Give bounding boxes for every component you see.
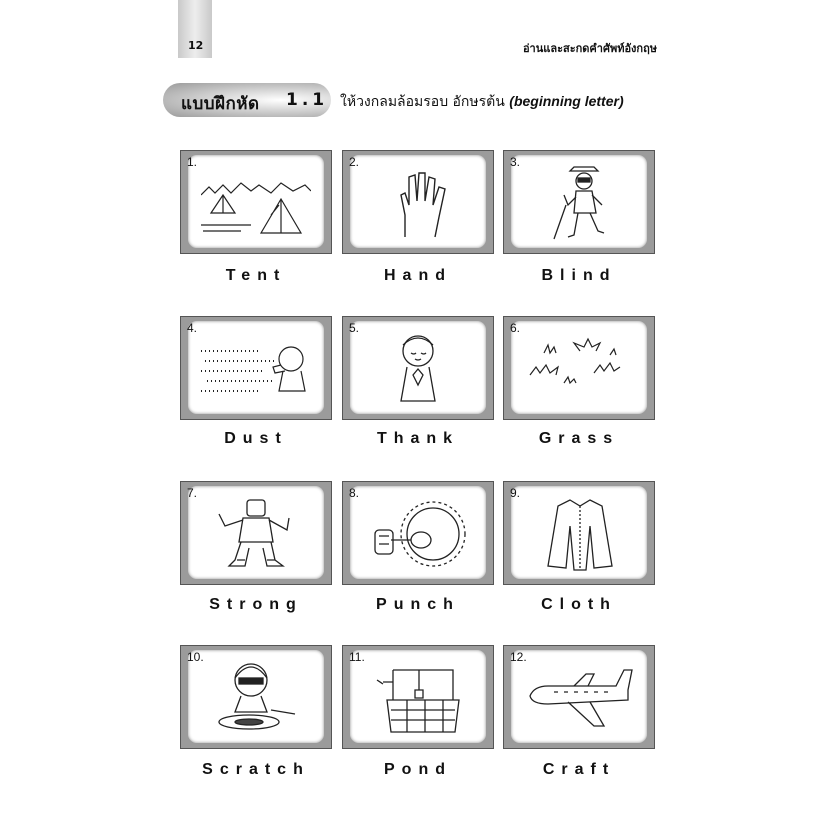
dj-scratch-icon xyxy=(201,660,311,736)
card-number: 11. xyxy=(349,650,365,664)
picture-card-12 xyxy=(503,645,655,749)
exercise-label: แบบฝึกหัด xyxy=(181,94,260,114)
picture-card-4 xyxy=(180,316,332,420)
instruction-thai: ให้วงกลมล้อมรอบ อักษรต้น xyxy=(340,94,505,110)
card-number: 1. xyxy=(187,155,198,169)
punch-icon xyxy=(363,496,473,572)
picture-card-5 xyxy=(342,316,494,420)
picture-card-9 xyxy=(503,481,655,585)
picture-card-3 xyxy=(503,150,655,254)
grass-icon xyxy=(524,331,634,407)
word-label: Craft xyxy=(542,761,616,778)
word-label: Strong xyxy=(209,596,303,613)
well-icon xyxy=(363,660,473,736)
card-number: 6. xyxy=(510,321,521,335)
word-label: Punch xyxy=(376,596,460,613)
coat-icon xyxy=(524,496,634,572)
word-label: Dust xyxy=(224,430,288,447)
picture-card-7 xyxy=(180,481,332,585)
picture-card-11 xyxy=(342,645,494,749)
card-number: 5. xyxy=(349,321,360,335)
word-label: Pond xyxy=(384,761,452,778)
card-number: 12. xyxy=(510,650,527,664)
word-label: Grass xyxy=(538,430,620,447)
picture-card-1 xyxy=(180,150,332,254)
picture-card-6 xyxy=(503,316,655,420)
instruction-english: (beginning letter) xyxy=(509,93,624,109)
word-label: Tent xyxy=(225,267,287,284)
card-number: 2. xyxy=(349,155,360,169)
dust-icon xyxy=(201,331,311,407)
blind-man-icon xyxy=(524,165,634,241)
tent-icon xyxy=(201,165,311,241)
airplane-icon xyxy=(524,660,634,736)
running-head: อ่านและสะกดคำศัพท์อังกฤษ xyxy=(522,42,657,55)
card-number: 7. xyxy=(187,486,198,500)
thank-girl-icon xyxy=(363,331,473,407)
card-number: 9. xyxy=(510,486,521,500)
page-number: 12 xyxy=(188,39,204,52)
word-label: Hand xyxy=(384,267,452,284)
instruction xyxy=(340,91,624,113)
word-label: Thank xyxy=(376,430,460,447)
picture-card-2 xyxy=(342,150,494,254)
strong-man-icon xyxy=(201,496,311,572)
exercise-number: 1.1 xyxy=(286,90,329,110)
hand-icon xyxy=(363,165,473,241)
word-label: Blind xyxy=(541,267,617,284)
picture-card-8 xyxy=(342,481,494,585)
word-label: Scratch xyxy=(202,761,310,778)
card-number: 4. xyxy=(187,321,198,335)
card-number: 3. xyxy=(510,155,521,169)
card-number: 8. xyxy=(349,486,360,500)
word-label: Cloth xyxy=(541,596,617,613)
card-number: 10. xyxy=(187,650,204,664)
picture-card-10 xyxy=(180,645,332,749)
